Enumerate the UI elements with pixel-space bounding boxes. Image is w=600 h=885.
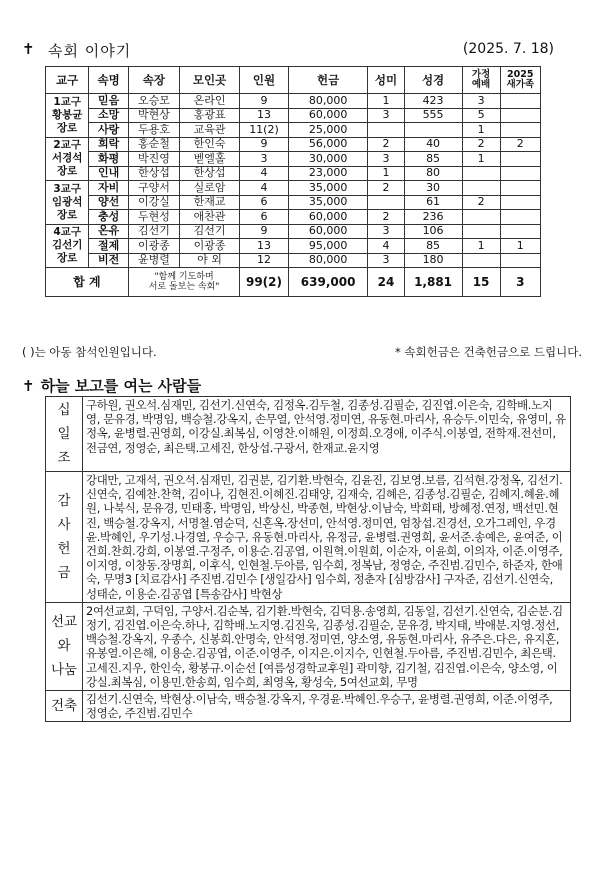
table-row xyxy=(46,224,541,239)
bible-cell: 61 xyxy=(404,195,462,210)
group-name-cell: 소망 xyxy=(89,108,129,123)
leader-cell: 박현상 xyxy=(128,108,179,123)
bible-cell: 423 xyxy=(404,94,462,109)
group-name-cell: 사랑 xyxy=(89,123,129,138)
cross-icon: ✝ xyxy=(22,40,35,58)
place-cell: 야 외 xyxy=(179,253,239,268)
family-worship-cell: 1 xyxy=(462,152,500,167)
new-family-cell xyxy=(500,224,540,239)
rice-cell: 1 xyxy=(368,166,404,181)
family-worship-cell xyxy=(462,181,500,196)
motto-cell: "함께 기도하며 서로 돌보는 속회" xyxy=(128,268,239,297)
family-worship-cell xyxy=(462,253,500,268)
givers-title: 하늘 보고를 여는 사람들 xyxy=(40,377,202,395)
family-worship-cell: 5 xyxy=(462,108,500,123)
new-family-cell xyxy=(500,166,540,181)
group-name-cell: 인내 xyxy=(89,166,129,181)
offering-cell: 56,000 xyxy=(288,137,368,152)
offering-cell: 60,000 xyxy=(288,108,368,123)
table-header-row xyxy=(46,67,541,94)
bible-cell: 85 xyxy=(404,152,462,167)
rice-cell xyxy=(368,195,404,210)
rice-cell: 3 xyxy=(368,152,404,167)
family-worship-cell xyxy=(462,210,500,225)
group-name-cell: 양선 xyxy=(89,195,129,210)
bible-cell: 555 xyxy=(404,108,462,123)
rice-cell xyxy=(368,123,404,138)
giver-names: 2여선교회, 구덕임, 구양서.김순복, 김기환.박현숙, 김덕용.송영희, 김동일, 김선기.신연숙, 김순분.김정기, 김진엽.이은숙.하나, 김학배.노지영.김진욱, 김종성.김필순, 문유경, 박지태, 박애분.지영.정선, 백승철.강옥지, 우종수, 신봉희.안명숙, 안석영.정미연, 양소영, 유동현.마리사, 유주은.다은, 유지혼, 유봉열.이은해, 이용순.김공엽, 이준.이영주, 이지은.이지수, 인현철.두아름, 주진범.김민수, 최은택.고세진.지우, 한인숙, 황봉규.이순선 [여름성경학교후원] 곽미향, 김기철, 김진엽.이은숙, 양소영, 이강실.최복심, 이용민.한송희, 임수희, 최영옥, 황성숙, 5여선교회, 무명 xyxy=(83,602,571,690)
attendance-cell: 4 xyxy=(240,166,288,181)
table-row xyxy=(46,210,541,225)
giver-names: 강대만, 고재석, 권오석.심재민, 김권분, 김기환.박현숙, 김윤진, 김보영.보름, 김석현.강정옥, 김선기.신연숙, 김예찬.찬혁, 김이나, 김현진.이혜진.김태양, 김재숙, 김혜은, 김종성.김필순, 김혜지.혜윤.혜원, 나북식, 문유경, 민태홍, 박명임, 박상신, 박종현, 박현상.이남숙, 박희태, 방혜정.연정, 백선민.현진, 백승철.강옥지, 서명철.염순덕, 신혼옥.장선미, 안석영.정미연, 엄창섭.진경선, 오가그레인, 우경윤.박혜인, 우기성.나경열, 우승구, 유동현.마리사, 유정금, 윤병렬.권영희, 윤서준.송예은, 윤여준, 이건희.찬희.강희, 이봉열.구정주, 이용순.김공엽, 이원혁.이원희, 이순자, 이윤희, 이의자, 이준.이영주, 이지영, 이창동.장명희, 이후식, 인현철.두아름, 임수희, 정복남, 정영순, 주진범.김민수, 하준자, 한애숙, 무명3 [치료감사] 주진범.김민수 [생일감사] 임수희, 정춘자 [심방감사] 구자준, 김선기.신연숙, 성태순, 이용순.김공엽 [특송감사] 박현상 xyxy=(83,472,571,603)
offering-cell: 35,000 xyxy=(288,181,368,196)
leader-cell: 두용호 xyxy=(128,123,179,138)
table-row xyxy=(46,253,541,268)
attendance-cell: 9 xyxy=(240,224,288,239)
attendance-cell: 9 xyxy=(240,94,288,109)
giver-names: 구하원, 권오석.심재민, 김선기.신연숙, 김정옥.김두철, 김종성.김필순, 김진엽.이은숙, 김학배.노지영, 문유경, 박명임, 백승철.강옥지, 손무열, 안석영.정미연, 유동현.마리사, 유승두.이민숙, 유영미, 유정옥, 윤병렬.권영희, 이강실.최복심, 이영찬.이해원, 이정희.오경애, 이주식.이봉열, 전학재.전선미, 전금연, 정영순, 최은택.고세진, 한상섭.구광서, 한재교.윤지영 xyxy=(83,397,571,472)
note-children: ( )는 아동 참석인원입니다. xyxy=(22,345,157,359)
family-worship-cell xyxy=(462,166,500,181)
attendance-cell: 12 xyxy=(240,253,288,268)
place-cell: 애찬관 xyxy=(179,210,239,225)
bulletin-header xyxy=(22,40,582,60)
offering-cell: 30,000 xyxy=(288,152,368,167)
col-group-name: 속명 xyxy=(89,67,129,94)
district-cell: 4교구 김선기 장로 xyxy=(46,224,89,268)
col-rice: 성미 xyxy=(368,67,404,94)
new-family-cell xyxy=(500,195,540,210)
place-cell: 홍광표 xyxy=(179,108,239,123)
leader-cell: 윤병렬 xyxy=(128,253,179,268)
new-family-cell xyxy=(500,253,540,268)
table-row xyxy=(46,166,541,181)
offering-cell: 60,000 xyxy=(288,210,368,225)
givers-header xyxy=(22,375,201,396)
offering-cell: 60,000 xyxy=(288,224,368,239)
bible-cell xyxy=(404,123,462,138)
place-cell: 한상섭 xyxy=(179,166,239,181)
attendance-cell: 4 xyxy=(240,181,288,196)
place-cell: 벧엘홀 xyxy=(179,152,239,167)
total-label: 합 계 xyxy=(46,268,129,297)
giver-category: 십 일 조 xyxy=(46,397,83,472)
attendance-cell: 13 xyxy=(240,239,288,254)
leader-cell: 이강실 xyxy=(128,195,179,210)
bible-cell: 40 xyxy=(404,137,462,152)
total-attendance: 99(2) xyxy=(240,268,288,297)
table-row xyxy=(46,239,541,254)
family-worship-cell: 2 xyxy=(462,137,500,152)
group-name-cell: 희락 xyxy=(89,137,129,152)
col-family-worship: 가정 예배 xyxy=(462,67,500,94)
col-bible: 성경 xyxy=(404,67,462,94)
giver-category: 선교 와 나눔 xyxy=(46,602,83,690)
offering-cell: 80,000 xyxy=(288,94,368,109)
total-new-family: 3 xyxy=(500,268,540,297)
table-row xyxy=(46,108,541,123)
giver-row xyxy=(46,472,571,603)
bible-cell: 85 xyxy=(404,239,462,254)
family-worship-cell: 2 xyxy=(462,195,500,210)
new-family-cell xyxy=(500,94,540,109)
attendance-cell: 9 xyxy=(240,137,288,152)
new-family-cell: 1 xyxy=(500,239,540,254)
rice-cell: 4 xyxy=(368,239,404,254)
table-row xyxy=(46,195,541,210)
group-name-cell: 자비 xyxy=(89,181,129,196)
place-cell: 한재교 xyxy=(179,195,239,210)
col-new-family: 2025 새가족 xyxy=(500,67,540,94)
rice-cell: 2 xyxy=(368,210,404,225)
leader-cell: 오승모 xyxy=(128,94,179,109)
place-cell: 교육관 xyxy=(179,123,239,138)
attendance-cell: 11(2) xyxy=(240,123,288,138)
attendance-cell: 6 xyxy=(240,210,288,225)
cross-icon: ✝ xyxy=(22,377,35,395)
district-cell: 2교구 서경석 장로 xyxy=(46,137,89,181)
place-cell: 이광종 xyxy=(179,239,239,254)
group-name-cell: 충성 xyxy=(89,210,129,225)
giver-category: 건축 xyxy=(46,691,83,722)
total-offering: 639,000 xyxy=(288,268,368,297)
col-offering: 헌금 xyxy=(288,67,368,94)
family-worship-cell: 1 xyxy=(462,123,500,138)
bulletin-date: (2025. 7. 18) xyxy=(462,41,554,57)
table-row xyxy=(46,152,541,167)
leader-cell: 김선기 xyxy=(128,224,179,239)
group-name-cell: 화평 xyxy=(89,152,129,167)
offering-cell: 35,000 xyxy=(288,195,368,210)
family-worship-cell: 3 xyxy=(462,94,500,109)
table-row xyxy=(46,181,541,196)
rice-cell: 3 xyxy=(368,108,404,123)
bible-cell: 30 xyxy=(404,181,462,196)
new-family-cell xyxy=(500,181,540,196)
new-family-cell: 2 xyxy=(500,137,540,152)
givers-table xyxy=(45,396,571,722)
place-cell: 김선기 xyxy=(179,224,239,239)
col-attendance: 인원 xyxy=(240,67,288,94)
bible-cell: 180 xyxy=(404,253,462,268)
bible-cell: 236 xyxy=(404,210,462,225)
offering-cell: 25,000 xyxy=(288,123,368,138)
group-name-cell: 온유 xyxy=(89,224,129,239)
group-name-cell: 절제 xyxy=(89,239,129,254)
place-cell: 실로암 xyxy=(179,181,239,196)
group-name-cell: 비전 xyxy=(89,253,129,268)
giver-row xyxy=(46,691,571,722)
district-cell: 1교구 황봉균 장로 xyxy=(46,94,89,138)
bible-cell: 80 xyxy=(404,166,462,181)
col-place: 모인곳 xyxy=(179,67,239,94)
rice-cell: 3 xyxy=(368,224,404,239)
leader-cell: 두현성 xyxy=(128,210,179,225)
col-district: 교구 xyxy=(46,67,89,94)
bible-cell: 106 xyxy=(404,224,462,239)
leader-cell: 홍순철 xyxy=(128,137,179,152)
rice-cell: 3 xyxy=(368,253,404,268)
giver-category: 감 사 헌 금 xyxy=(46,472,83,603)
giver-row xyxy=(46,602,571,690)
rice-cell: 1 xyxy=(368,94,404,109)
leader-cell: 박진영 xyxy=(128,152,179,167)
fellowship-table xyxy=(45,66,541,297)
rice-cell: 2 xyxy=(368,137,404,152)
total-row xyxy=(46,268,541,297)
offering-cell: 23,000 xyxy=(288,166,368,181)
district-cell: 3교구 임광석 장로 xyxy=(46,181,89,225)
total-rice: 24 xyxy=(368,268,404,297)
col-leader: 속장 xyxy=(128,67,179,94)
group-name-cell: 믿음 xyxy=(89,94,129,109)
leader-cell: 한상섭 xyxy=(128,166,179,181)
new-family-cell xyxy=(500,108,540,123)
section-title: 속회 이야기 xyxy=(48,42,132,60)
attendance-cell: 3 xyxy=(240,152,288,167)
table-row xyxy=(46,137,541,152)
giver-names: 김선기.신연숙, 박현상.이남숙, 백승철.강옥지, 우경윤.박혜인.우승구, 윤병렬.권영희, 이준.이영주, 정영순, 주진범.김민수 xyxy=(83,691,571,722)
place-cell: 한인숙 xyxy=(179,137,239,152)
rice-cell: 2 xyxy=(368,181,404,196)
giver-row xyxy=(46,397,571,472)
place-cell: 온라인 xyxy=(179,94,239,109)
leader-cell: 이광종 xyxy=(128,239,179,254)
table-row xyxy=(46,123,541,138)
new-family-cell xyxy=(500,210,540,225)
family-worship-cell xyxy=(462,224,500,239)
table-row xyxy=(46,94,541,109)
new-family-cell xyxy=(500,123,540,138)
attendance-cell: 6 xyxy=(240,195,288,210)
total-bible: 1,881 xyxy=(404,268,462,297)
family-worship-cell: 1 xyxy=(462,239,500,254)
offering-cell: 80,000 xyxy=(288,253,368,268)
leader-cell: 구양서 xyxy=(128,181,179,196)
attendance-cell: 13 xyxy=(240,108,288,123)
offering-cell: 95,000 xyxy=(288,239,368,254)
total-worship: 15 xyxy=(462,268,500,297)
new-family-cell xyxy=(500,152,540,167)
note-offering: * 속회헌금은 건축헌금으로 드립니다. xyxy=(394,345,582,359)
